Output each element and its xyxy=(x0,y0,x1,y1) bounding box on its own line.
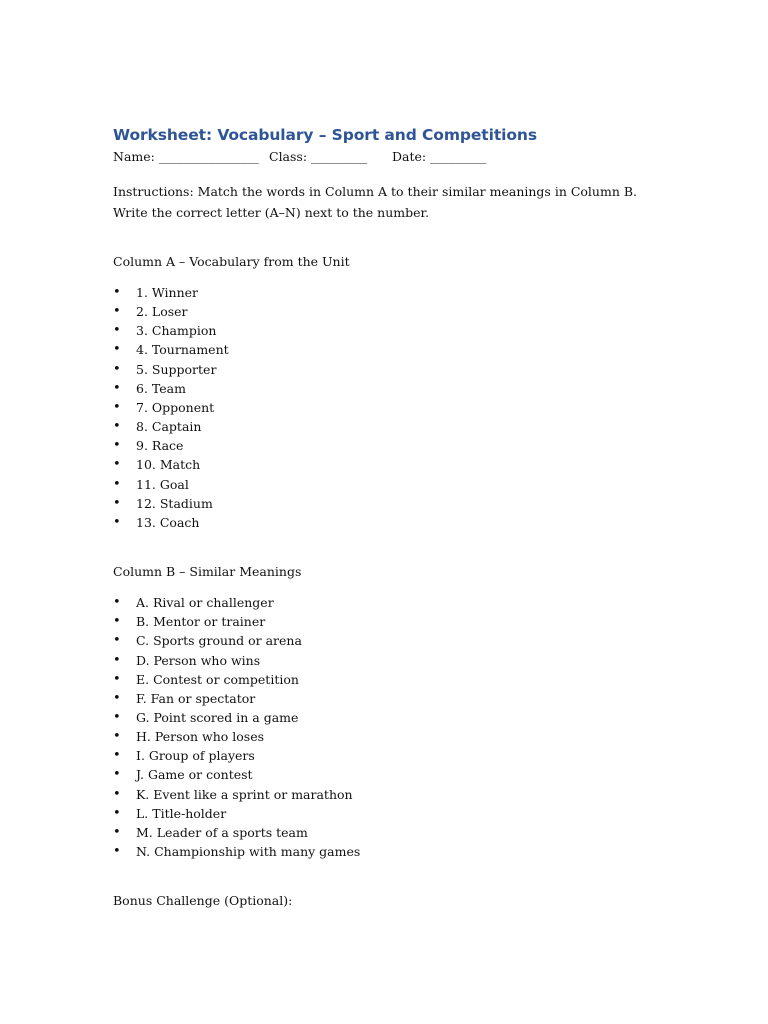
list-item xyxy=(113,475,673,494)
bullet-icon: • xyxy=(113,514,121,530)
list-item xyxy=(113,494,673,513)
bullet-icon: • xyxy=(113,380,121,396)
bullet-icon: • xyxy=(113,767,121,783)
worksheet-page xyxy=(113,124,673,910)
list-item-text: 10. Match xyxy=(136,457,201,473)
bullet-icon: • xyxy=(113,824,121,840)
list-item xyxy=(113,398,673,417)
date-field: Date: _________ xyxy=(392,149,487,164)
list-item-text: M. Leader of a sports team xyxy=(136,824,308,840)
bullet-icon: • xyxy=(113,285,121,300)
column-b-heading: Column B – Similar Meanings xyxy=(113,564,302,580)
list-item-text: J. Game or contest xyxy=(136,767,253,783)
list-item-text: 7. Opponent xyxy=(136,399,215,415)
instructions-text: Instructions: Match the words in Column A to their similar meanings in Column B. Write the correct letter (A–N) next to the number. xyxy=(113,184,638,220)
list-item-text: 9. Race xyxy=(136,438,184,454)
list-item xyxy=(113,651,673,670)
bullet-icon: • xyxy=(113,748,121,764)
bullet-icon: • xyxy=(113,709,121,725)
list-item xyxy=(113,360,673,379)
list-item-text: 8. Captain xyxy=(136,419,202,435)
bullet-icon: • xyxy=(113,342,121,358)
bullet-icon: • xyxy=(113,805,121,821)
bullet-icon: • xyxy=(113,690,121,706)
list-item xyxy=(113,455,673,474)
list-item xyxy=(113,513,673,532)
list-item-text: 1. Winner xyxy=(136,285,198,300)
bullet-icon: • xyxy=(113,595,121,611)
list-item-text: 5. Supporter xyxy=(136,361,217,377)
list-item xyxy=(113,689,673,708)
list-item-text: I. Group of players xyxy=(136,748,255,764)
student-info-line xyxy=(113,148,673,166)
bullet-icon: • xyxy=(113,304,121,320)
bullet-icon: • xyxy=(113,495,121,511)
bullet-icon: • xyxy=(113,457,121,473)
bullet-icon: • xyxy=(113,399,121,415)
list-item xyxy=(113,612,673,631)
bullet-icon: • xyxy=(113,844,121,860)
column-b-list xyxy=(113,593,673,861)
list-item xyxy=(113,727,673,746)
list-item xyxy=(113,708,673,727)
bullet-icon: • xyxy=(113,652,121,668)
bullet-icon: • xyxy=(113,438,121,454)
class-field: Class: _________ xyxy=(269,149,368,164)
list-item-text: 2. Loser xyxy=(136,304,188,320)
list-item xyxy=(113,842,673,861)
list-item-text: 11. Goal xyxy=(136,476,189,492)
bullet-icon: • xyxy=(113,476,121,492)
list-item xyxy=(113,302,673,321)
bullet-icon: • xyxy=(113,419,121,435)
bullet-icon: • xyxy=(113,614,121,630)
list-item-text: B. Mentor or trainer xyxy=(136,614,266,630)
bullet-icon: • xyxy=(113,361,121,377)
list-item xyxy=(113,340,673,359)
list-item-text: E. Contest or competition xyxy=(136,671,299,687)
list-item-text: 13. Coach xyxy=(136,514,200,530)
list-item-text: N. Championship with many games xyxy=(136,844,361,860)
page-title: Worksheet: Vocabulary – Sport and Competitions xyxy=(113,126,537,144)
list-item-text: D. Person who wins xyxy=(136,652,261,668)
bonus-challenge-heading: Bonus Challenge (Optional): xyxy=(113,893,293,909)
bullet-icon: • xyxy=(113,729,121,745)
list-item-text: L. Title-holder xyxy=(136,805,227,821)
list-item xyxy=(113,593,673,612)
name-field: Name: ________________ xyxy=(113,149,259,164)
bullet-icon: • xyxy=(113,323,121,339)
list-item-text: K. Event like a sprint or marathon xyxy=(136,786,353,802)
list-item xyxy=(113,823,673,842)
list-item-text: 4. Tournament xyxy=(136,342,229,358)
list-item xyxy=(113,785,673,804)
list-item xyxy=(113,670,673,689)
list-item xyxy=(113,631,673,650)
list-item xyxy=(113,283,673,302)
list-item-text: F. Fan or spectator xyxy=(136,690,256,706)
list-item xyxy=(113,436,673,455)
bullet-icon: • xyxy=(113,786,121,802)
list-item xyxy=(113,746,673,765)
list-item xyxy=(113,765,673,784)
list-item-text: A. Rival or challenger xyxy=(136,595,274,611)
bullet-icon: • xyxy=(113,671,121,687)
list-item-text: G. Point scored in a game xyxy=(136,709,299,725)
list-item xyxy=(113,804,673,823)
bullet-icon: • xyxy=(113,633,121,649)
list-item xyxy=(113,321,673,340)
list-item xyxy=(113,379,673,398)
column-a-heading: Column A – Vocabulary from the Unit xyxy=(113,254,350,269)
list-item xyxy=(113,417,673,436)
list-item-text: 6. Team xyxy=(136,380,186,396)
column-a-list xyxy=(113,283,673,532)
list-item-text: 3. Champion xyxy=(136,323,217,339)
list-item-text: 12. Stadium xyxy=(136,495,213,511)
list-item-text: C. Sports ground or arena xyxy=(136,633,302,649)
list-item-text: H. Person who loses xyxy=(136,729,265,745)
